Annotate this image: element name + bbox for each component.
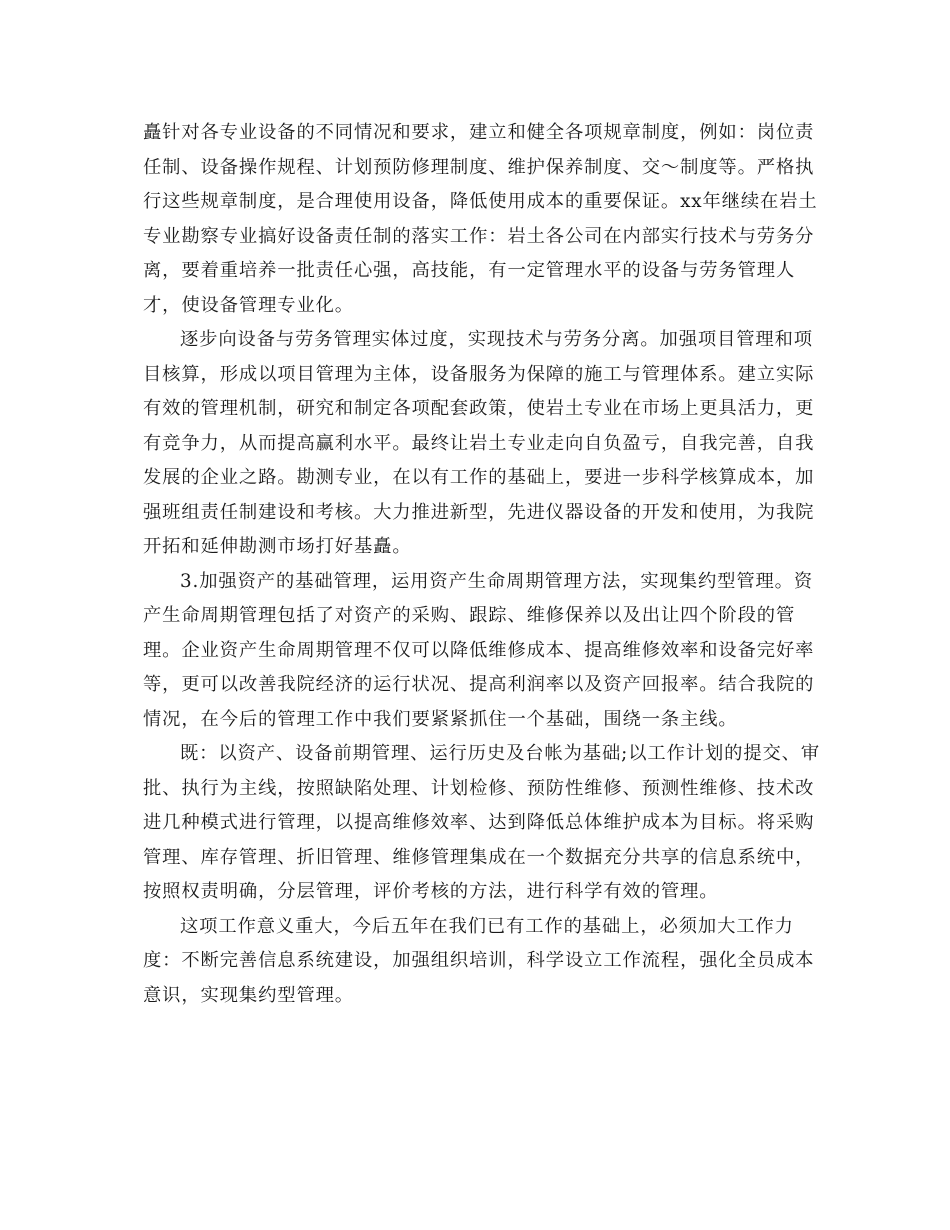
- text-line: 行这些规章制度，是合理使用设备，降低使用成本的重要保证。xx年继续在岩土: [143, 191, 818, 212]
- text-line: 意识，实现集约型管理。: [143, 984, 354, 1006]
- text-line: 理。企业资产生命周期管理不仅可以降低维修成本、提高维修效率和设备完好率: [143, 639, 815, 661]
- paragraph: [143, 910, 813, 1014]
- text-line: 有效的管理机制，研究和制定各项配套政策，使岩土专业在市场上更具活力，更: [143, 398, 815, 419]
- text-line: 这项工作意义重大，今后五年在我们已有工作的基础上，必须加大工作力: [180, 915, 794, 937]
- text-line: 发展的企业之路。勘测专业，在以有工作的基础上，要进一步科学核算成本，加: [143, 467, 815, 488]
- text-line: 强班组责任制建设和考核。大力推进新型，先进仪器设备的开发和使用，为我院: [143, 501, 815, 523]
- text-line: 有竞争力，从而提高赢利水平。最终让岩土专业走向自负盈亏，自我完善，自我: [143, 432, 815, 454]
- text-line: 等，更可以改善我院经济的运行状况、提高利润率以及资产回报率。结合我院的: [143, 674, 815, 695]
- text-line: 进几种模式进行管理，以提高维修效率、达到降低总体维护成本为目标。将采购: [143, 812, 815, 833]
- text-line: 离，要着重培养一批责任心强，高技能，有一定管理水平的设备与劳务管理人: [143, 260, 796, 281]
- text-line: 产生命周期管理包括了对资产的采购、跟踪、维修保养以及出让四个阶段的管: [143, 605, 796, 626]
- paragraph: [143, 737, 821, 910]
- text-line: 开拓和延伸勘测市场打好基矗。: [143, 536, 412, 557]
- text-line: 管理、库存管理、折旧管理、维修管理集成在一个数据充分共享的信息系统中，: [143, 846, 815, 868]
- document-body: [143, 116, 821, 1013]
- text-line: 任制、设备操作规程、计划预防修理制度、维护保养制度、交～制度等。严格执: [143, 156, 815, 178]
- paragraph: [143, 323, 813, 565]
- text-line: 度：不断完善信息系统建设，加强组织培训，科学设立工作流程，强化全员成本: [143, 950, 815, 971]
- text-line: 既：以资产、设备前期管理、运行历史及台帐为基础;以工作计划的提交、审: [180, 743, 821, 764]
- paragraph: [143, 565, 813, 738]
- text-line: 才，使设备管理专业化。: [143, 294, 354, 316]
- paragraph: [143, 116, 818, 323]
- text-line: 情况，在今后的管理工作中我们要紧紧抓住一个基础，围绕一条主线。: [143, 708, 738, 730]
- text-line: 目核算，形成以项目管理为主体，设备服务为保障的施工与管理体系。建立实际: [143, 363, 815, 385]
- text-line: 批、执行为主线，按照缺陷处理、计划检修、预防性维修、预测性维修、技术改: [143, 777, 815, 799]
- text-line: 矗针对各专业设备的不同情况和要求，建立和健全各项规章制度，例如：岗位责: [143, 122, 815, 143]
- text-line: 3.加强资产的基础管理，运用资产生命周期管理方法，实现集约型管理。资: [180, 570, 814, 592]
- text-line: 专业勘察专业搞好设备责任制的落实工作：岩土各公司在内部实行技术与劳务分: [143, 225, 815, 247]
- text-line: 按照权责明确，分层管理，评价考核的方法，进行科学有效的管理。: [143, 881, 719, 902]
- text-line: 逐步向设备与劳务管理实体过度，实现技术与劳务分离。加强项目管理和项: [180, 329, 813, 350]
